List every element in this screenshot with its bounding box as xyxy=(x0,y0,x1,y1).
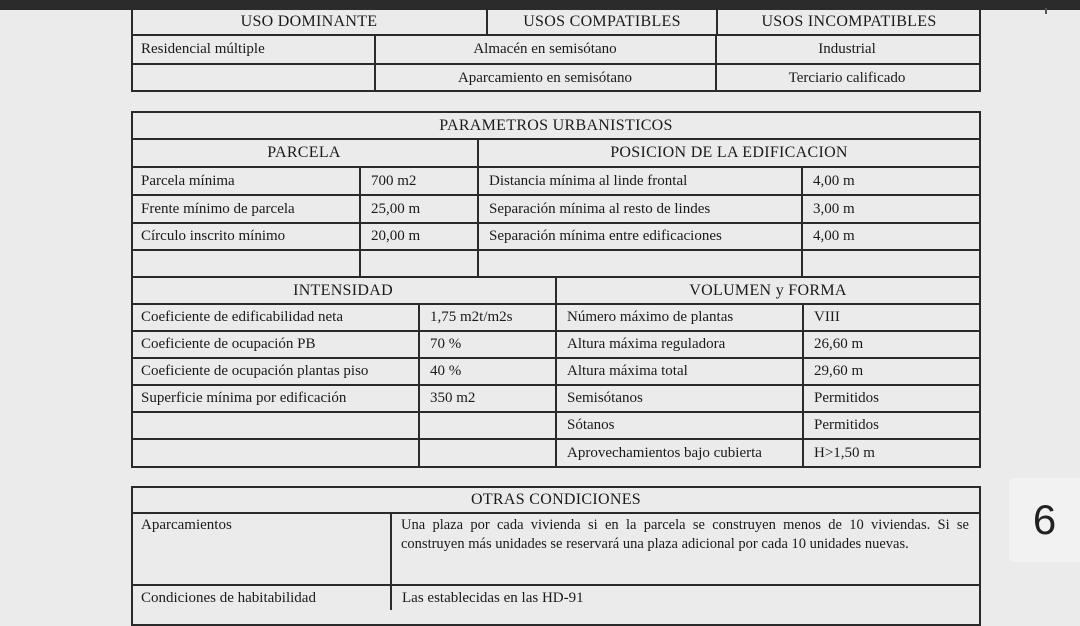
volumen-label: Sótanos xyxy=(567,417,615,433)
volumen-label: Semisótanos xyxy=(567,390,643,406)
parcela-label: Frente mínimo de parcela xyxy=(141,200,295,217)
usos-row xyxy=(131,65,981,91)
parcela-value: 20,00 m xyxy=(371,228,421,244)
parcela-row xyxy=(131,168,981,194)
volumen-value: Permitidos xyxy=(814,417,880,433)
parcela-label: Círculo inscrito mínimo xyxy=(141,228,286,244)
parcela-value: 25,00 m xyxy=(371,200,421,217)
uso-incompatible-cell: Industrial xyxy=(818,41,876,57)
header-usos-compatibles: USOS COMPATIBLES xyxy=(523,12,681,30)
intensidad-value: 1,75 m2t/m2s xyxy=(430,309,513,325)
posicion-value: 4,00 m xyxy=(813,172,855,189)
usos-table xyxy=(131,8,981,92)
posicion-header: POSICION DE LA EDIFICACION xyxy=(610,144,848,161)
posicion-value: 4,00 m xyxy=(813,228,855,244)
intensidad-label xyxy=(131,413,418,438)
otras-condiciones-table xyxy=(131,486,981,626)
volumen-value: 26,60 m xyxy=(814,336,864,352)
volumen-value: VIII xyxy=(814,309,840,325)
parcela-value: 700 m2 xyxy=(371,172,417,189)
parcela-header: PARCELA xyxy=(267,144,341,161)
top-bar-mark xyxy=(1045,8,1047,14)
usos-row xyxy=(131,36,981,63)
posicion-label: Separación mínima entre edificaciones xyxy=(489,228,722,244)
intensidad-row xyxy=(131,440,981,466)
parcela-row xyxy=(131,251,981,276)
intensidad-value xyxy=(420,440,555,466)
intensidad-row xyxy=(131,332,981,357)
uso-dominante-cell xyxy=(131,65,375,91)
intensidad-label: Coeficiente de edificabilidad neta xyxy=(141,309,343,325)
uso-incompatible-cell: Terciario calificado xyxy=(788,69,906,86)
intensidad-row xyxy=(131,359,981,384)
parcela-label: Parcela mínima xyxy=(141,172,235,189)
intensidad-label: Coeficiente de ocupación plantas piso xyxy=(141,363,369,379)
volumen-label: Aprovechamientos bajo cubierta xyxy=(567,444,762,461)
intensidad-header: INTENSIDAD xyxy=(293,281,393,299)
usos-header-row xyxy=(131,8,981,35)
posicion-value xyxy=(803,251,979,276)
intensidad-row xyxy=(131,413,981,438)
intensidad-volumen-header-row xyxy=(131,278,981,303)
intensidad-value xyxy=(420,413,555,438)
intensidad-label: Superficie mínima por edificación xyxy=(141,390,347,406)
uso-dominante-cell: Residencial múltiple xyxy=(141,41,265,57)
parcela-value xyxy=(361,251,477,276)
posicion-label xyxy=(479,251,801,276)
volumen-value: Permitidos xyxy=(814,390,880,406)
intensidad-value: 350 m2 xyxy=(430,390,476,406)
otras-value: Las establecidas en las HD-91 xyxy=(402,589,584,606)
volumen-label: Altura máxima total xyxy=(567,363,688,379)
uso-compatible-cell: Aparcamiento en semisótano xyxy=(457,69,633,86)
otras-label: Condiciones de habitabilidad xyxy=(141,589,316,606)
intensidad-value: 70 % xyxy=(430,336,462,352)
otras-condiciones-title: OTRAS CONDICIONES xyxy=(471,491,641,508)
parcela-row xyxy=(131,224,981,249)
intensidad-value: 40 % xyxy=(430,363,462,379)
header-uso-dominante: USO DOMINANTE xyxy=(240,12,378,30)
volumen-value: 29,60 m xyxy=(814,363,864,379)
otras-value: Una plaza por cada vivienda si en la parcela se construyen menos de 10 viviendas. Si se construyen más unidades se reservará una plaza adicional por cada 10 unidades nuevas. xyxy=(401,517,969,552)
volumen-label: Número máximo de plantas xyxy=(567,309,734,325)
parcela-label xyxy=(131,251,359,276)
otras-label: Aparcamientos xyxy=(141,517,232,533)
otras-row xyxy=(131,586,981,610)
otras-row xyxy=(131,514,981,584)
volumen-value: H>1,50 m xyxy=(814,444,875,461)
page-number: 6 xyxy=(1009,478,1080,562)
volumen-header: VOLUMEN y FORMA xyxy=(689,281,847,299)
header-usos-incompatibles: USOS INCOMPATIBLES xyxy=(761,12,937,30)
posicion-label: Separación mínima al resto de lindes xyxy=(489,200,711,217)
uso-compatible-cell: Almacén en semisótano xyxy=(473,41,617,57)
parametros-table xyxy=(131,111,981,468)
posicion-label: Distancia mínima al linde frontal xyxy=(489,172,688,189)
parametros-title: PARAMETROS URBANISTICOS xyxy=(439,116,673,134)
parcela-posicion-header-row xyxy=(131,140,981,166)
intensidad-row xyxy=(131,305,981,330)
posicion-value: 3,00 m xyxy=(813,200,855,217)
intensidad-row xyxy=(131,386,981,411)
intensidad-label: Coeficiente de ocupación PB xyxy=(141,336,316,352)
parcela-row xyxy=(131,196,981,222)
volumen-label: Altura máxima reguladora xyxy=(567,336,726,352)
intensidad-label xyxy=(131,440,418,466)
